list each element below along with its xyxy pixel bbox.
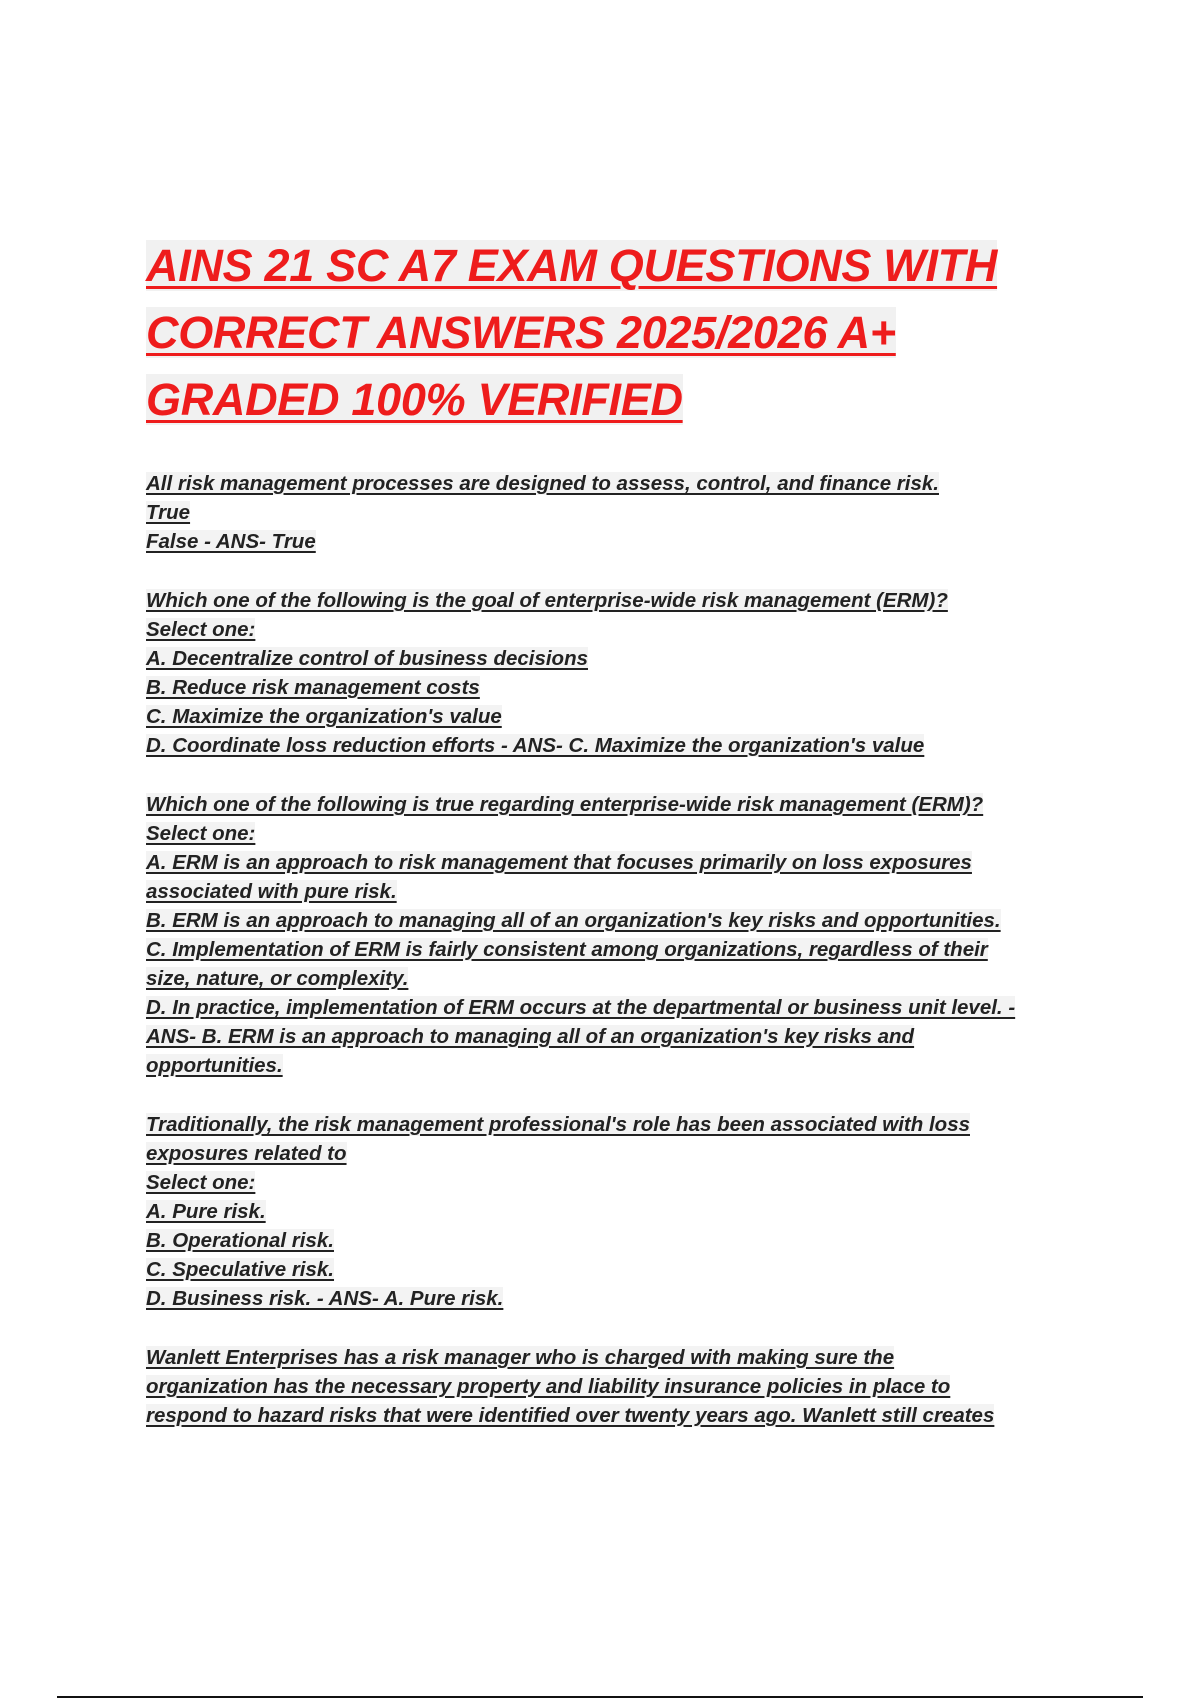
select-prompt: Select one: <box>146 1171 256 1194</box>
answer-option: A. ERM is an approach to risk management that focuses primarily on loss exposures <box>146 851 972 874</box>
title-line: CORRECT ANSWERS 2025/2026 A+ <box>146 307 896 358</box>
answer-option-with-key: False - ANS- True <box>146 530 316 553</box>
select-prompt: Select one: <box>146 618 256 641</box>
question-block-1 <box>146 469 1106 556</box>
answer-option: size, nature, or complexity. <box>146 967 409 990</box>
answer-option: B. Operational risk. <box>146 1229 334 1252</box>
answer-key: ANS- B. ERM is an approach to managing all of an organization's key risks and <box>146 1025 915 1048</box>
answer-option-with-key: D. Business risk. - ANS- A. Pure risk. <box>146 1287 504 1310</box>
answer-option: C. Maximize the organization's value <box>146 705 502 728</box>
answer-option: True <box>146 501 191 524</box>
question-text: exposures related to <box>146 1142 347 1165</box>
question-block-5 <box>146 1343 1106 1430</box>
question-text: Which one of the following is true regarding enterprise-wide risk management (ERM)? <box>146 793 984 816</box>
select-prompt: Select one: <box>146 822 256 845</box>
document-title <box>146 232 1106 433</box>
answer-option: C. Speculative risk. <box>146 1258 335 1281</box>
title-line: GRADED 100% VERIFIED <box>146 374 683 425</box>
question-text: Which one of the following is the goal of enterprise-wide risk management (ERM)? <box>146 589 948 612</box>
question-block-3 <box>146 790 1106 1080</box>
question-text: All risk management processes are designed to assess, control, and finance risk. <box>146 472 939 495</box>
question-block-4 <box>146 1110 1106 1313</box>
question-text: respond to hazard risks that were identified over twenty years ago. Wanlett still creates <box>146 1404 995 1427</box>
answer-option: B. Reduce risk management costs <box>146 676 480 699</box>
title-line: AINS 21 SC A7 EXAM QUESTIONS WITH <box>146 240 998 291</box>
question-text: Wanlett Enterprises has a risk manager who is charged with making sure the <box>146 1346 895 1369</box>
question-text: organization has the necessary property and liability insurance policies in place to <box>146 1375 951 1398</box>
question-block-2 <box>146 586 1106 760</box>
answer-option: A. Decentralize control of business decisions <box>146 647 589 670</box>
document-body <box>146 232 1106 1460</box>
answer-option: B. ERM is an approach to managing all of an organization's key risks and opportunities. <box>146 909 1001 932</box>
question-text: Traditionally, the risk management professional's role has been associated with loss <box>146 1113 970 1136</box>
answer-option: associated with pure risk. <box>146 880 397 903</box>
answer-key: opportunities. <box>146 1054 283 1077</box>
answer-option: D. In practice, implementation of ERM occurs at the departmental or business unit level. - <box>146 996 1016 1019</box>
answer-option: A. Pure risk. <box>146 1200 266 1223</box>
answer-option: C. Implementation of ERM is fairly consistent among organizations, regardless of their <box>146 938 988 961</box>
answer-option-with-key: D. Coordinate loss reduction efforts - ANS- C. Maximize the organization's value <box>146 734 925 757</box>
page-bottom-divider <box>57 1696 1143 1698</box>
